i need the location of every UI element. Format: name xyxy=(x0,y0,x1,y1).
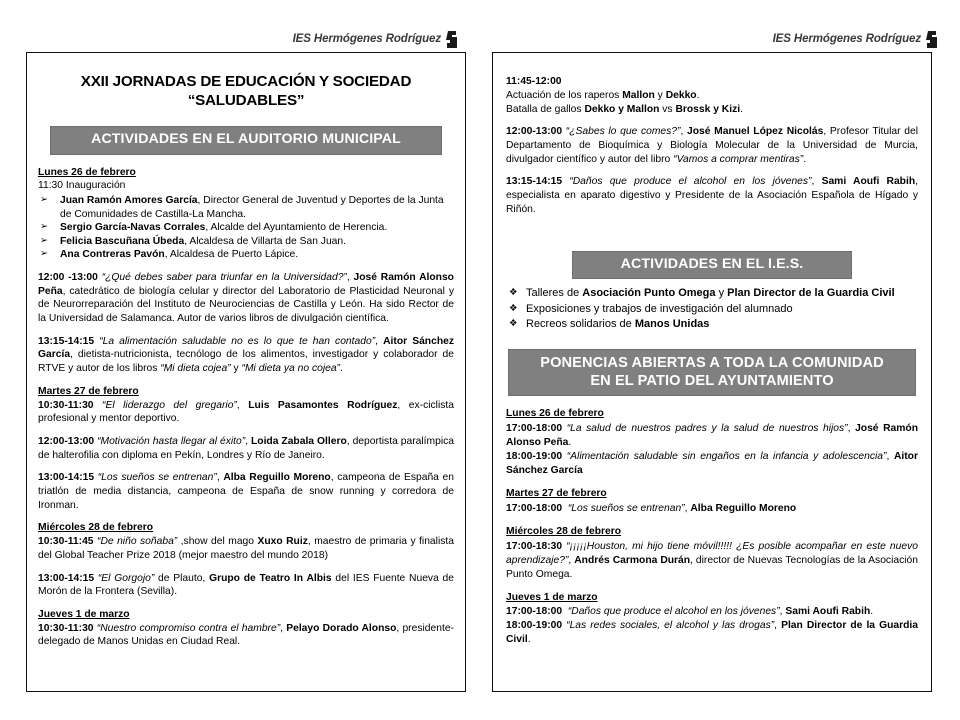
guest-role: , Alcaldesa de Villarta de San Juan. xyxy=(184,235,346,247)
talk-speaker: Aitor Sánchez García xyxy=(506,450,918,476)
guest-name: Sergio García-Navas Corrales xyxy=(60,222,206,234)
talk-time: 13:00-14:15 xyxy=(38,572,95,584)
guest-list xyxy=(38,194,454,262)
list-item xyxy=(38,221,454,235)
talk-title: “El liderazgo del gregario” xyxy=(102,399,237,411)
list-item xyxy=(38,194,454,221)
right-page xyxy=(480,0,960,720)
talk-bio: , presidente-delegado de Manos Unidas en Ciudad Real. xyxy=(38,622,454,648)
talk-entry: 12:00 -13:00 “¿Qué debes saber para triunfar en la Universidad?”, José Ramón Alonso Peña, catedrático de biología celular y director del Laboratorio de Plasticidad Neuronal y de Neurorreparación del Instituto de Neurociencias de Castilla y León. Ha sido Rector de la Universidad de Salamanca. Autor de varios libros de divulgación científica. xyxy=(38,272,454,325)
talk-bio: , ex-ciclista profesional y mentor deportivo. xyxy=(38,399,454,425)
guest-name: Felicia Bascuñana Úbeda xyxy=(60,235,185,247)
page-title xyxy=(38,72,454,111)
talk-title: “El Gorgojo” xyxy=(97,572,155,584)
school-logo-icon xyxy=(446,31,458,48)
talk-title: “Las redes sociales, el alcohol y las drogas” xyxy=(566,620,775,632)
talk-title: “Nuestro compromiso contra el hambre” xyxy=(96,622,281,634)
day-label-jueves: Jueves 1 de marzo xyxy=(506,591,598,603)
talk-speaker: Pelayo Dorado Alonso xyxy=(286,622,397,634)
banner-auditorio: ACTIVIDADES EN EL AUDITORIO MUNICIPAL xyxy=(50,126,442,155)
list-item xyxy=(38,248,454,262)
talk-entry: 13:15-14:15 “Daños que produce el alcohol en los jóvenes”, Sami Aoufi Rabih, especialista en aparato digestivo y Presidente de la Asociación Española de Hígado y Riñón. xyxy=(506,176,918,215)
talk-title: “¡¡¡¡¡Houston, mi hijo tiene móvil!!!!! ¿Es posible acompañar en este nuevo aprendizaje?” xyxy=(506,540,918,566)
talk-speaker: Sami Aoufi Rabih xyxy=(821,176,916,188)
list-item: ❖ Talleres de Asociación Punto Omega y Plan Director de la Guardia Civil xyxy=(506,286,918,302)
talk-title: “Motivación hasta llegar al éxito” xyxy=(97,435,246,447)
talk-entry: 10:30-11:30 “Nuestro compromiso contra el hambre”, Pelayo Dorado Alonso, presidente-delegado de Manos Unidas en Ciudad Real. xyxy=(38,622,454,648)
talk-entry: 12:00-13:00 “¿Sabes lo que comes?”, José Manuel López Nicolás, Profesor Titular del Departamento de Bioquímica y Biología Molecular de la Universidad de Murcia, divulgador científico y autor del libro “Vamos a comprar mentiras”. xyxy=(506,126,918,165)
talk-entry: 10:30-11:45 “De niño soñaba” ,show del mago Xuxo Ruiz, maestro de primaria y finalista del Global Teacher Prize 2018 (mejor maestro del mundo 2018) xyxy=(38,536,454,561)
rap-line-2: Batalla de gallos Dekko y Mallon vs Brossk y Kizi. xyxy=(506,103,743,115)
book-title: “Mi dieta ya no cojea” xyxy=(241,363,340,375)
talk-time: 10:30-11:45 xyxy=(38,536,94,548)
talk-speaker: José Ramón Alonso Peña xyxy=(506,422,918,448)
talk-speaker: José Manuel López Nicolás xyxy=(687,126,824,138)
talk-title: “Los sueños se entrenan” xyxy=(97,472,217,484)
talk-bio: , deportista paralímpica de halterofilia con diploma en Pekín, Londres y Río de Janeiro. xyxy=(38,435,454,461)
talk-time: 10:30-11:30 xyxy=(38,399,94,411)
book-title: “Vamos a comprar mentiras” xyxy=(673,153,804,165)
talk-entry: 17:00-18:30 “¡¡¡¡¡Houston, mi hijo tiene móvil!!!!! ¿Es posible acompañar en este nuevo aprendizaje?”, Andrés Carmona Durán, director de Nuevas Tecnologías de la Asociación Punto Omega. xyxy=(506,540,918,580)
talk-title: “La salud de nuestros padres y la salud de nuestros hijos” xyxy=(566,422,848,434)
talk-speaker: Plan Director de la Guardia Civil xyxy=(506,620,918,646)
talk-bio: , campeona de España en triatlón de media distancia, campeona de España de snow running y corredora de Ironman. xyxy=(38,472,454,511)
talk-speaker: Luis Pasamontes Rodríguez xyxy=(248,399,398,411)
talk-time: 13:15-14:15 xyxy=(38,335,95,347)
pon-lunes-entries xyxy=(506,422,918,478)
talk-time: 13:15-14:15 xyxy=(506,176,563,188)
talk-speaker: José Ramón Alonso Peña xyxy=(38,272,454,297)
school-name-label: IES Hermógenes Rodríguez xyxy=(772,33,921,45)
pon-miercoles-entries xyxy=(506,540,918,582)
talk-speaker: Sami Aoufi Rabih xyxy=(785,606,871,618)
talk-speaker: Xuxo Ruiz xyxy=(257,536,308,548)
pon-martes-entries xyxy=(506,502,918,516)
talk-speaker: Aitor Sánchez García xyxy=(38,335,454,361)
talk-bio: , Profesor Titular del Departamento de Bioquímica y Biología Molecular de la Universidad de Murcia, divulgador científico y autor del libro xyxy=(506,126,918,165)
left-page-body xyxy=(26,52,466,692)
left-content xyxy=(38,166,454,650)
talk-speaker: Alba Reguillo Moreno xyxy=(690,502,797,514)
guest-name: Juan Ramón Amores García xyxy=(60,195,198,207)
school-logo-icon xyxy=(926,31,938,48)
talk-speaker: Alba Reguillo Moreno xyxy=(223,472,331,484)
talk-bio: , especialista en aparato digestivo y Presidente de la Asociación Española de Hígado y Riñón. xyxy=(506,176,918,215)
banner-ies: ACTIVIDADES EN EL I.E.S. xyxy=(572,251,852,280)
right-page-body xyxy=(492,52,932,692)
talk-time: 17:00-18:30 xyxy=(506,540,563,552)
talk-bio: del IES Fuente Nueva de Morón de la Frontera (Sevilla). xyxy=(38,572,455,598)
rap-time: 11:45-12:00 xyxy=(506,76,562,87)
talk-time: 13:00-14:15 xyxy=(38,472,95,484)
talk-speaker: Grupo de Teatro In Albis xyxy=(209,572,332,584)
talk-title: “¿Sabes lo que comes?” xyxy=(565,126,681,138)
guest-role: , Director General de Juventud y Deportes de la Junta de Comunidades de Castilla-La Mancha. xyxy=(60,195,444,220)
talk-bio: , maestro de primaria y finalista del Global Teacher Prize 2018 (mejor maestro del mundo 2018) xyxy=(38,536,454,561)
list-item xyxy=(38,235,454,249)
pon-jueves-entries xyxy=(506,605,918,647)
talk-entry: 13:00-14:15 “Los sueños se entrenan”, Alba Reguillo Moreno, campeona de España en triatlón de media distancia, campeona de España de snow running y corredora de Ironman. xyxy=(38,472,454,511)
talk-entry: 18:00-19:00 “Las redes sociales, el alcohol y las drogas”, Plan Director de la Guardia Civil. xyxy=(506,620,918,646)
spacer xyxy=(506,333,918,349)
day-label-martes: Martes 27 de febrero xyxy=(38,385,139,397)
banner-pon-line-2: EN EL PATIO DEL AYUNTAMIENTO xyxy=(590,373,834,390)
day-label-lunes: Lunes 26 de febrero xyxy=(38,166,136,178)
talk-time: 17:00-18:00 xyxy=(506,502,563,514)
guest-role: , Alcalde del Ayuntamiento de Herencia. xyxy=(205,222,388,234)
inauguracion-line: 11:30 Inauguración xyxy=(38,180,126,192)
talk-entry: 17:00-18:00 “La salud de nuestros padres y la salud de nuestros hijos”, José Ramón Alonso Peña. xyxy=(506,422,918,448)
day-label-miercoles: Miércoles 28 de febrero xyxy=(506,525,622,537)
rap-line-1: Actuación de los raperos Mallon y Dekko. xyxy=(506,89,700,101)
banner-pon-line-1: PONENCIAS ABIERTAS A TODA LA COMUNIDAD xyxy=(540,354,884,371)
talk-entry: 10:30-11:30 “El liderazgo del gregario”, Luis Pasamontes Rodríguez, ex-ciclista profesional y mentor deportivo. xyxy=(38,399,454,425)
list-item: ❖ Exposiciones y trabajos de investigación del alumnado xyxy=(506,302,918,318)
title-line-1: XXII JORNADAS DE EDUCACIÓN Y SOCIEDAD xyxy=(80,73,412,90)
talk-title: “¿Qué debes saber para triunfar en la Universidad?” xyxy=(101,272,347,283)
talk-title: “Daños que produce el alcohol en los jóvenes” xyxy=(569,176,812,188)
guest-name: Ana Contreras Pavón xyxy=(60,249,165,261)
day-label-lunes: Lunes 26 de febrero xyxy=(506,408,604,420)
talk-bio: , catedrático de biología celular y director del Laboratorio de Plasticidad Neuronal y de Neurorreparación del Instituto de Neurociencias de Castilla y León. Ha sido Rector de la Universidad de Salamanca. Autor de varios libros de divulgación científica. xyxy=(38,285,454,325)
talk-title: “De niño soñaba” xyxy=(97,536,178,548)
talk-entry: 17:00-18:00 “Los sueños se entrenan”, Alba Reguillo Moreno xyxy=(506,502,797,514)
talk-bio: , dietista-nutricionista, tecnólogo de los alimentos, investigador y colaborador de RTVE y autor de los libros xyxy=(38,349,454,375)
talk-time: 12:00-13:00 xyxy=(506,126,563,138)
talk-time: 17:00-18:00 xyxy=(506,606,563,618)
title-line-2: “SALUDABLES” xyxy=(187,92,305,110)
talk-speaker: Andrés Carmona Durán xyxy=(574,554,691,566)
list-item: ❖ Recreos solidarios de Manos Unidas xyxy=(506,317,918,333)
talk-entry: 17:00-18:00 “Daños que produce el alcohol en los jóvenes”, Sami Aoufi Rabih. xyxy=(506,606,874,618)
day-label-miercoles: Miércoles 28 de febrero xyxy=(38,522,154,534)
talk-title: “Alimentación saludable sin engaños en la infancia y adolescencia” xyxy=(566,450,887,462)
talk-speaker: Loida Zabala Ollero xyxy=(250,435,347,447)
page-header-right xyxy=(773,30,938,48)
talk-entry: 13:15-14:15 “La alimentación saludable no es lo que te han contado”, Aitor Sánchez García, dietista-nutricionista, tecnólogo de los alimentos, investigador y colaborador de RTVE y autor de los libros “Mi dieta cojea” y “Mi dieta ya no cojea”. xyxy=(38,335,454,375)
talk-time: 18:00-19:00 xyxy=(506,620,563,632)
right-content xyxy=(506,75,918,647)
day-label-martes: Martes 27 de febrero xyxy=(506,487,607,499)
talk-time: 10:30-11:30 xyxy=(38,622,94,634)
talk-entry: 12:00-13:00 “Motivación hasta llegar al éxito”, Loida Zabala Ollero, deportista paralímpica de halterofilia con diploma en Pekín, Londres y Río de Janeiro. xyxy=(38,435,454,461)
book-title: “Mi dieta cojea” xyxy=(160,363,231,375)
talk-title: “La alimentación saludable no es lo que te han contado” xyxy=(99,335,376,347)
banner-ponencias xyxy=(508,349,916,396)
talk-title: “Los sueños se entrenan” xyxy=(567,502,685,514)
ies-activity-list xyxy=(506,286,918,333)
guest-role: , Alcaldesa de Puerto Lápice. xyxy=(164,249,299,261)
talk-entry: 13:00-14:15 “El Gorgojo” de Plauto, Grupo de Teatro In Albis del IES Fuente Nueva de Morón de la Frontera (Sevilla). xyxy=(38,572,455,598)
school-name-label: IES Hermógenes Rodríguez xyxy=(292,33,441,45)
talk-time: 12:00-13:00 xyxy=(38,435,95,447)
talk-entry: 18:00-19:00 “Alimentación saludable sin engaños en la infancia y adolescencia”, Aitor Sánchez García xyxy=(506,450,918,476)
talk-time: 17:00-18:00 xyxy=(506,422,563,434)
talk-time: 12:00 -13:00 xyxy=(38,272,98,283)
page-header-left xyxy=(293,30,458,48)
spacer xyxy=(506,217,918,251)
day-label-jueves: Jueves 1 de marzo xyxy=(38,608,130,620)
talk-title: “Daños que produce el alcohol en los jóvenes” xyxy=(567,606,780,618)
talk-time: 18:00-19:00 xyxy=(506,450,563,462)
